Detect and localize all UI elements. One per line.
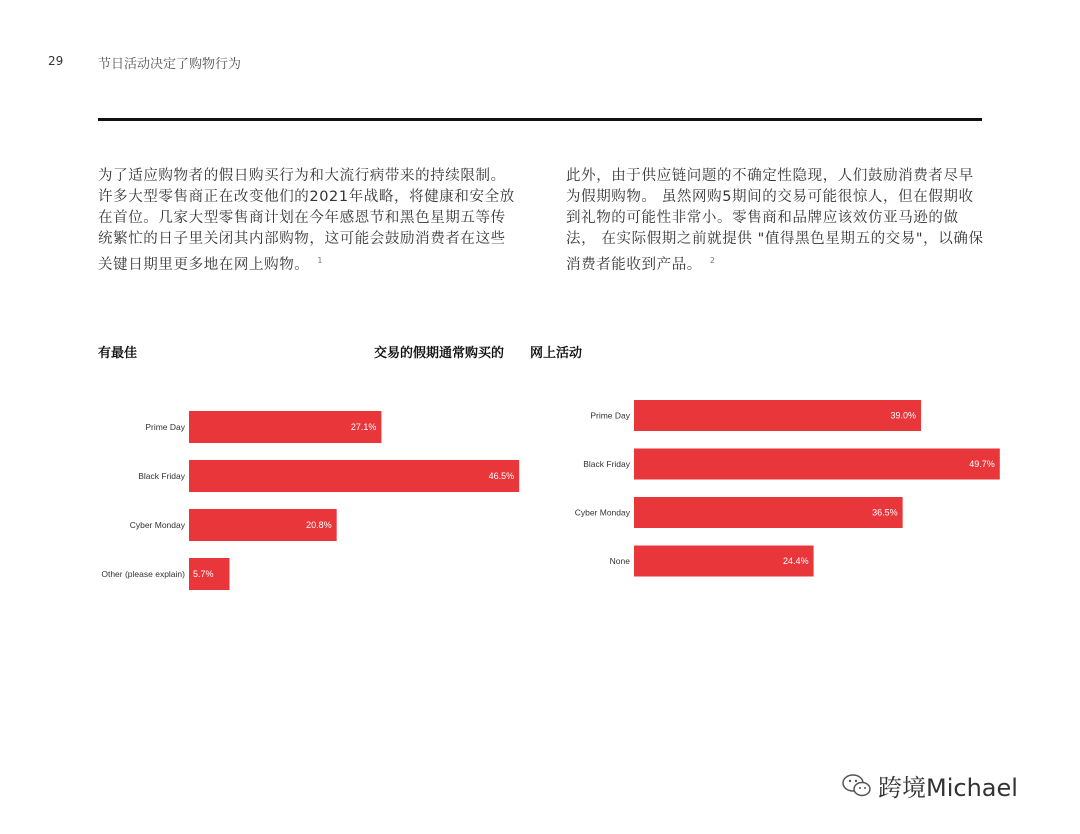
- chart-left-category-label: Prime Day: [145, 422, 185, 432]
- chart-left-category-label: Cyber Monday: [129, 520, 185, 530]
- chart-right-category-label: None: [609, 556, 630, 566]
- chart-left-category-label: Black Friday: [138, 471, 185, 481]
- chart-right-category-label: Prime Day: [590, 410, 630, 421]
- chart-left-value-label: 20.8%: [306, 520, 332, 530]
- chart-left-bar: [189, 460, 519, 492]
- chart-right-bar: [634, 497, 903, 528]
- wechat-icon: [842, 773, 872, 799]
- chart-heading-left: 有最佳: [98, 346, 138, 361]
- chart-right-category-label: Black Friday: [583, 459, 630, 469]
- section-title: 节日活动决定了购物行为: [98, 57, 242, 72]
- chart-right-value-label: 39.0%: [890, 410, 917, 421]
- chart-right-value-label: 49.7%: [969, 459, 995, 469]
- chart-left-category-label: Other (please explain): [101, 569, 185, 579]
- footnote-ref-2: 2: [709, 256, 716, 265]
- chart-left-value-label: 5.7%: [193, 569, 214, 579]
- chart-heading-right: 网上活动: [530, 346, 583, 361]
- chart-right-value-label: 24.4%: [783, 556, 809, 566]
- paragraph-right-text: 此外，由于供应链问题的不确定性隐现，人们鼓励消费者尽早为假期购物。 虽然网购5期间的交易可能很惊人，但在假期收到礼物的可能性非常小。零售商和品牌应该效仿亚马逊的做法， 在实际假期之前就提供 "值得黑色星期五的交易"，以确保消费者能收到产品。: [566, 168, 984, 273]
- chart-right-value-label: 36.5%: [872, 507, 898, 518]
- chart-left-value-label: 46.5%: [488, 471, 515, 481]
- chart-heading-middle: 交易的假期通常购买的: [374, 346, 505, 361]
- chart-right-category-label: Cyber Monday: [574, 507, 630, 518]
- paragraph-left-text: 为了适应购物者的假日购买行为和大流行病带来的持续限制。 许多大型零售商正在改变他们的2021年战略，将健康和安全放在首位。几家大型零售商计划在今年感恩节和黑色星期五等传统繁忙的日子里关闭其内部购物，这可能会鼓励消费者在这些关键日期里更多地在网上购物。: [98, 168, 515, 273]
- footnote-ref-1: 1: [317, 256, 324, 265]
- page-number: 29: [48, 54, 64, 68]
- chart-left-value-label: 27.1%: [350, 422, 377, 432]
- watermark: [842, 768, 1018, 803]
- watermark-text: 跨境Michael: [878, 774, 1018, 802]
- chart-right-bar: [634, 400, 921, 431]
- chart-right-bar: [634, 449, 1000, 480]
